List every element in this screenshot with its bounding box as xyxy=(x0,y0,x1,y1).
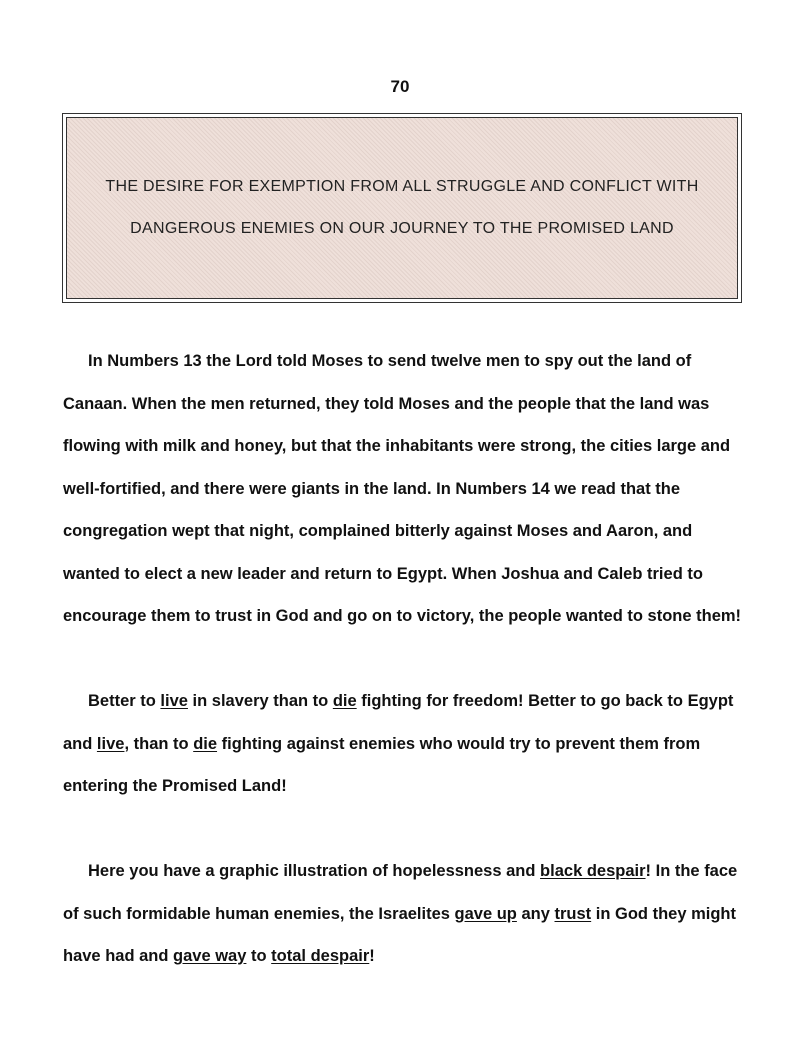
underlined-die-2: die xyxy=(193,734,218,753)
paragraph-2-seg-2: in slavery than to xyxy=(187,692,333,710)
title-line-1: THE DESIRE FOR EXEMPTION FROM ALL STRUGGLE AND CONFLICT WITH xyxy=(105,178,699,195)
paragraph-2 xyxy=(63,680,743,808)
paragraph-1 xyxy=(63,340,743,638)
paragraph-3 xyxy=(63,850,743,978)
underlined-die-1: die xyxy=(332,692,357,710)
paragraph-2-seg-5: fighting against enemies who would try to prevent them from entering the Promised Land! xyxy=(63,734,701,795)
paragraph-2-seg-4: , than to xyxy=(124,734,194,753)
title-box xyxy=(62,113,742,303)
paragraph-2-seg-3: fighting for freedom! Better to go back to Egypt and xyxy=(63,692,734,753)
paragraph-3-seg-2: ! In the face of such formidable human enemies, the Israelites xyxy=(63,862,738,923)
underlined-live-1: live xyxy=(160,692,188,710)
paragraph-3-text xyxy=(63,850,743,978)
underlined-gave-up: gave up xyxy=(454,904,517,923)
paragraph-3-seg-1: Here you have a graphic illustration of hopelessness and xyxy=(88,862,541,880)
underlined-total-despair: total despair xyxy=(271,947,370,965)
paragraph-1-text: In Numbers 13 the Lord told Moses to send twelve men to spy out the land of Canaan. When the men returned, they told Moses and the people that the land was flowing with milk and honey, but that the inhabitants were strong, the cities large and well-fortified, and there were giants in the land. In Numbers 14 we read that the congregation wept that night, complained bitterly against Moses and Aaron, and wanted to elect a new leader and return to Egypt. When Joshua and Caleb tried to encourage them to trust in God and go on to victory, the people wanted to stone them! xyxy=(63,352,742,625)
paragraph-3-seg-6: ! xyxy=(369,947,375,965)
underlined-live-2: live xyxy=(96,734,125,753)
title-inner xyxy=(66,117,738,299)
page-number: 70 xyxy=(390,77,410,96)
paragraph-3-seg-4: in God they might have had and xyxy=(63,904,736,965)
paragraph-2-seg-1: Better to xyxy=(88,692,161,710)
paragraph-3-seg-5: to xyxy=(246,947,272,965)
paragraph-3-seg-3: any xyxy=(516,904,555,923)
title-line-2: DANGEROUS ENEMIES ON OUR JOURNEY TO THE PROMISED LAND xyxy=(130,220,674,237)
paragraph-2-text xyxy=(63,680,743,808)
underlined-gave-way: gave way xyxy=(173,947,247,965)
underlined-black-despair: black despair xyxy=(540,862,646,880)
underlined-trust: trust xyxy=(554,904,592,923)
